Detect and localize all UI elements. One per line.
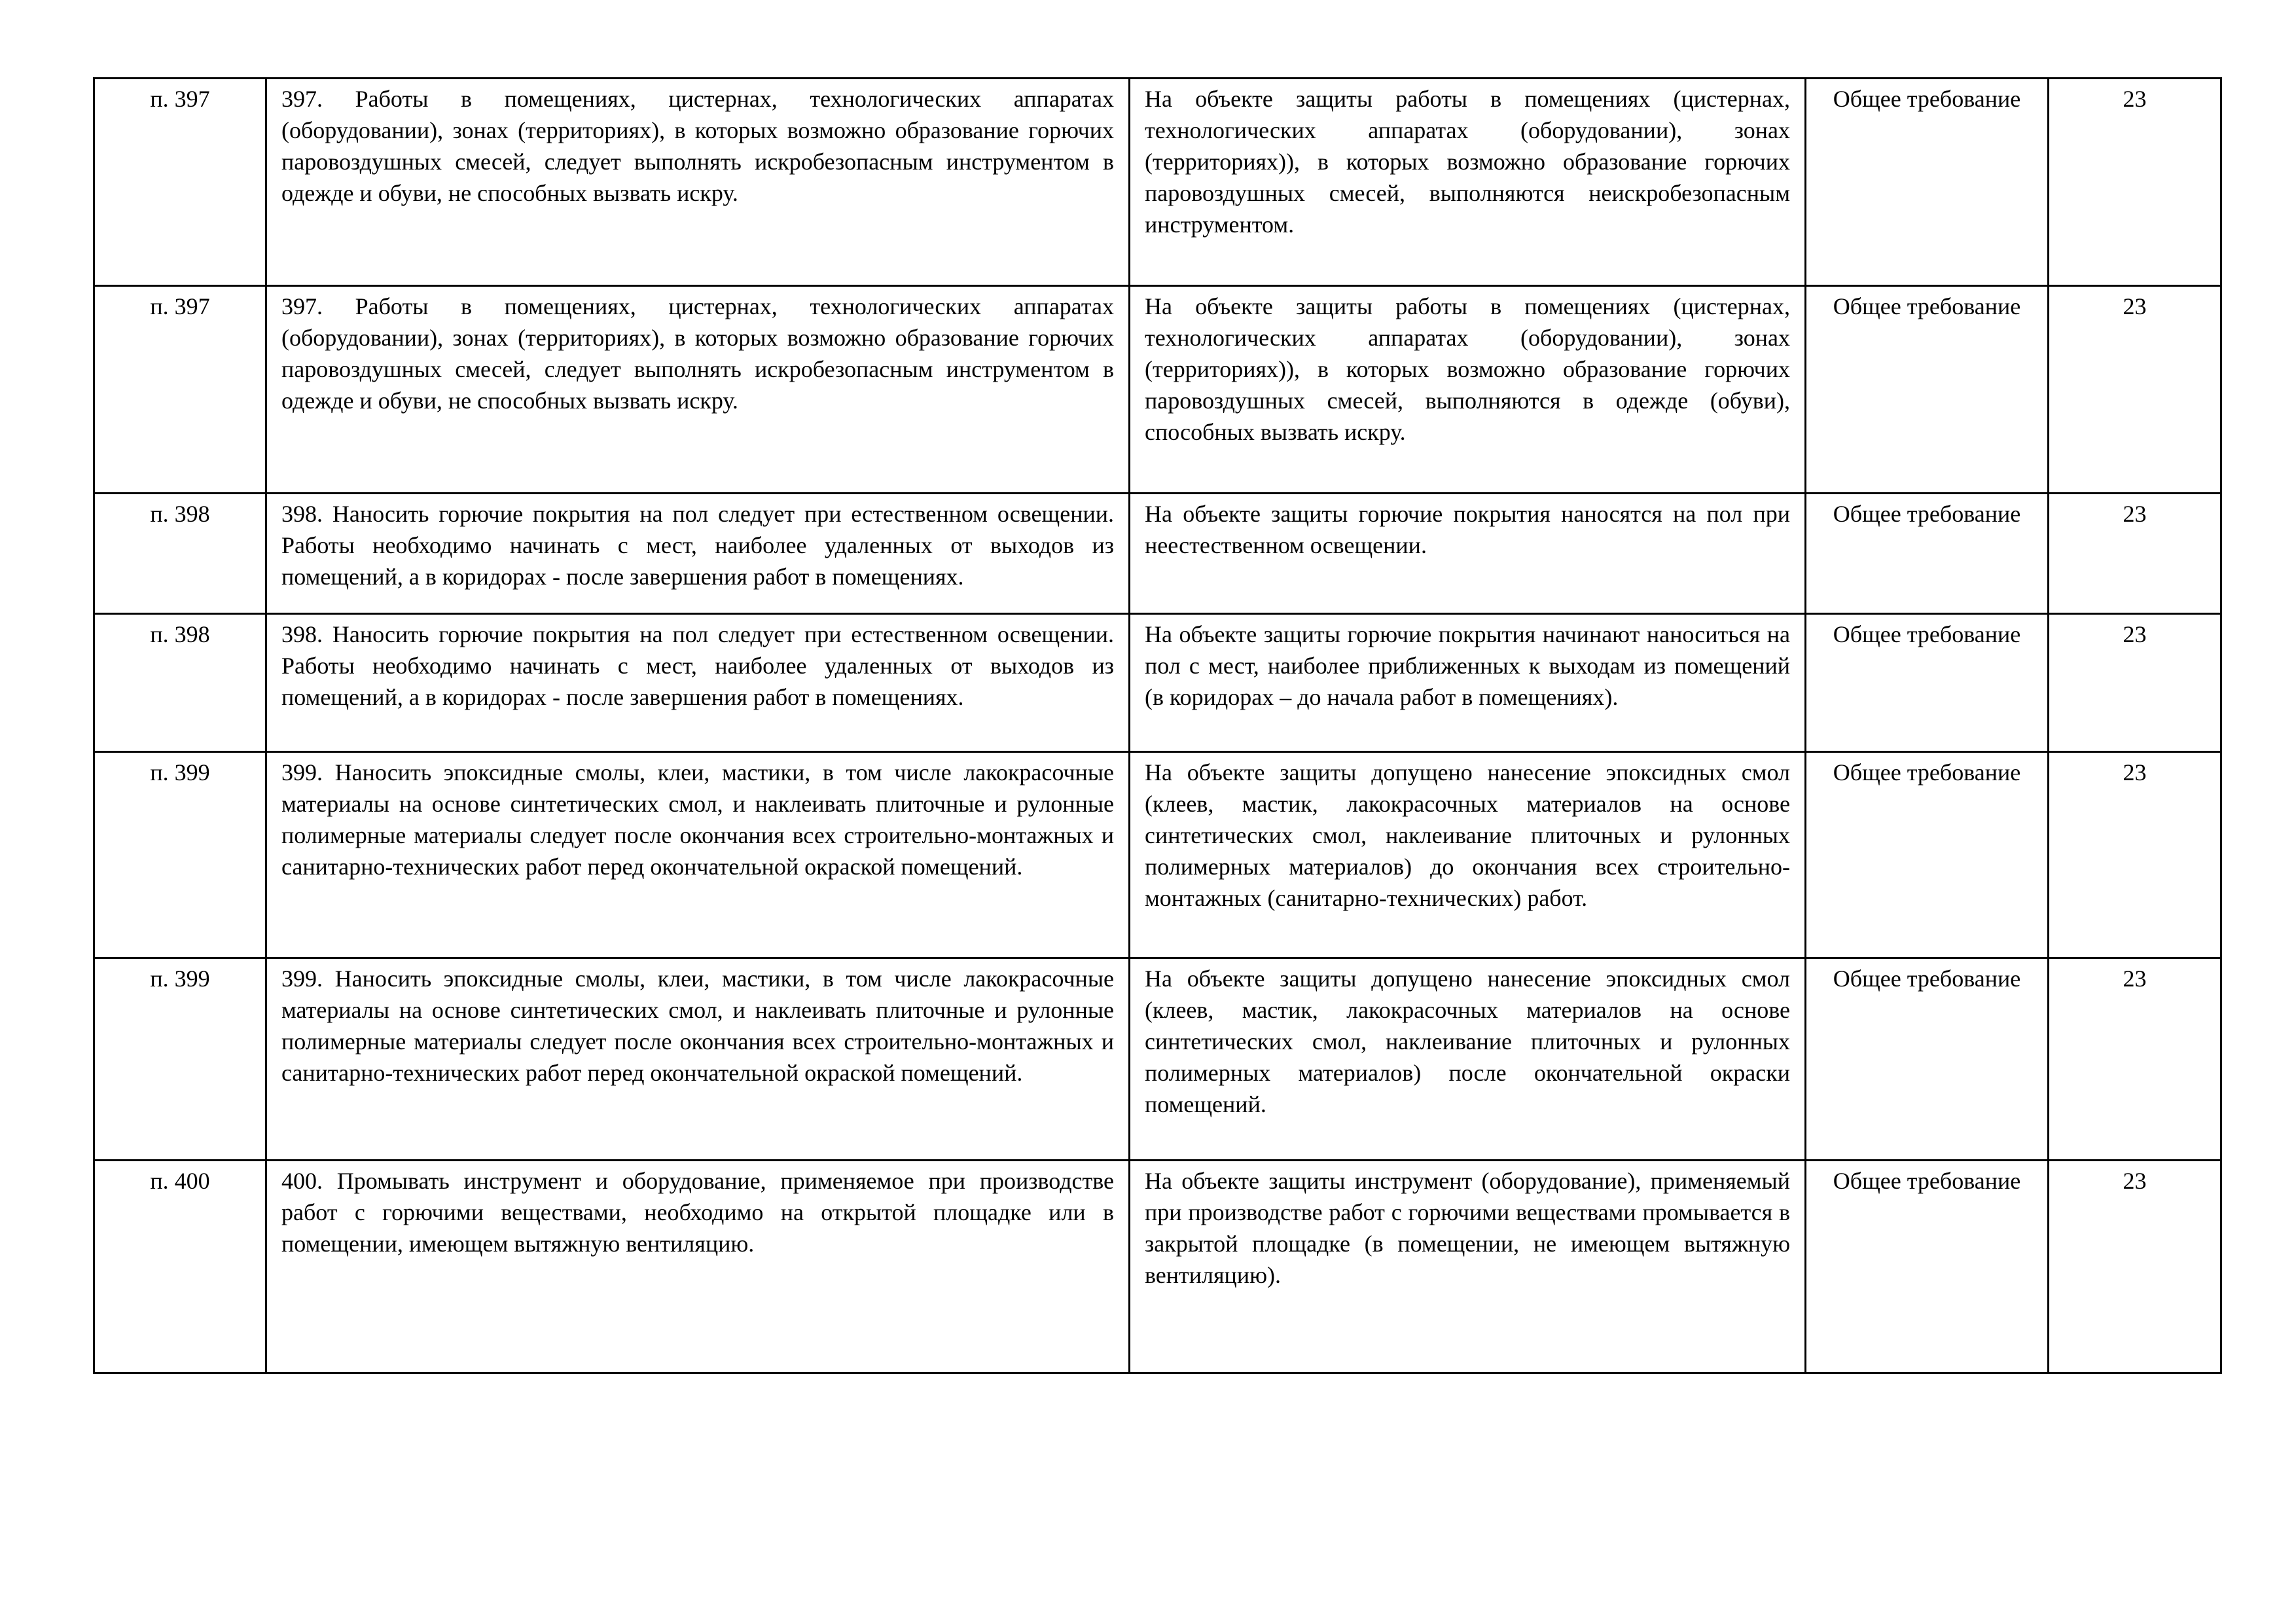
table-row: [94, 286, 2221, 494]
requirement-text-cell: 398. Наносить горючие покрытия на пол следует при естественном освещении. Работы необходимо начинать с мест, наиболее удаленных от выходов из помещений, а в коридорах - после завершения работ в помещениях.: [266, 614, 1130, 752]
requirement-text-cell: 397. Работы в помещениях, цистернах, технологических аппаратах (оборудовании), зонах (территориях), в которых возможно образование горючих паровоздушных смесей, следует выполнять искробезопасным инструментом в одежде и обуви, не способных вызвать искру.: [266, 286, 1130, 494]
violation-text-cell: На объекте защиты допущено нанесение эпоксидных смол (клеев, мастик, лакокрасочных материалов на основе синтетических смол, наклеивание плиточных и рулонных полимерных материалов) после окончательной окраски помещений.: [1130, 958, 1806, 1161]
score-cell: 23: [2049, 1161, 2221, 1373]
clause-ref-cell: п. 397: [94, 79, 266, 286]
clause-ref-cell: п. 400: [94, 1161, 266, 1373]
clause-ref-cell: п. 398: [94, 614, 266, 752]
requirement-text-cell: 399. Наносить эпоксидные смолы, клеи, мастики, в том числе лакокрасочные материалы на основе синтетических смол, и наклеивать плиточные и рулонные полимерные материалы следует после окончания всех строительно-монтажных и санитарно-технических работ перед окончательной окраской помещений.: [266, 752, 1130, 958]
table-row: [94, 79, 2221, 286]
violation-text-cell: На объекте защиты работы в помещениях (цистернах, технологических аппаратах (оборудовании), зонах (территориях)), в которых возможно образование горючих паровоздушных смесей, выполняются неискробезопасным инструментом.: [1130, 79, 1806, 286]
requirement-text-cell: 397. Работы в помещениях, цистернах, технологических аппаратах (оборудовании), зонах (территориях), в которых возможно образование горючих паровоздушных смесей, следует выполнять искробезопасным инструментом в одежде и обуви, не способных вызвать искру.: [266, 79, 1130, 286]
table-row: [94, 1161, 2221, 1373]
requirement-type-cell: Общее требование: [1806, 79, 2049, 286]
requirement-type-cell: Общее требование: [1806, 614, 2049, 752]
clause-ref-cell: п. 399: [94, 958, 266, 1161]
requirement-text-cell: 399. Наносить эпоксидные смолы, клеи, мастики, в том числе лакокрасочные материалы на основе синтетических смол, и наклеивать плиточные и рулонные полимерные материалы следует после окончания всех строительно-монтажных и санитарно-технических работ перед окончательной окраской помещений.: [266, 958, 1130, 1161]
table-row: [94, 614, 2221, 752]
table-row: [94, 494, 2221, 614]
requirement-type-cell: Общее требование: [1806, 494, 2049, 614]
violation-text-cell: На объекте защиты допущено нанесение эпоксидных смол (клеев, мастик, лакокрасочных материалов на основе синтетических смол, наклеивание плиточных и рулонных полимерных материалов) до окончания всех строительно-монтажных (санитарно-технических) работ.: [1130, 752, 1806, 958]
clause-ref-cell: п. 397: [94, 286, 266, 494]
requirement-text-cell: 398. Наносить горючие покрытия на пол следует при естественном освещении. Работы необходимо начинать с мест, наиболее удаленных от выходов из помещений, а в коридорах - после завершения работ в помещениях.: [266, 494, 1130, 614]
requirement-type-cell: Общее требование: [1806, 958, 2049, 1161]
violation-text-cell: На объекте защиты работы в помещениях (цистернах, технологических аппаратах (оборудовании), зонах (территориях)), в которых возможно образование горючих паровоздушных смесей, выполняются в одежде (обуви), способных вызвать искру.: [1130, 286, 1806, 494]
score-cell: 23: [2049, 614, 2221, 752]
requirement-type-cell: Общее требование: [1806, 1161, 2049, 1373]
score-cell: 23: [2049, 494, 2221, 614]
score-cell: 23: [2049, 958, 2221, 1161]
table-row: [94, 752, 2221, 958]
clause-ref-cell: п. 398: [94, 494, 266, 614]
score-cell: 23: [2049, 79, 2221, 286]
violation-text-cell: На объекте защиты горючие покрытия наносятся на пол при неестественном освещении.: [1130, 494, 1806, 614]
score-cell: 23: [2049, 286, 2221, 494]
requirement-type-cell: Общее требование: [1806, 286, 2049, 494]
requirement-type-cell: Общее требование: [1806, 752, 2049, 958]
clause-ref-cell: п. 399: [94, 752, 266, 958]
score-cell: 23: [2049, 752, 2221, 958]
table-row: [94, 958, 2221, 1161]
violation-text-cell: На объекте защиты горючие покрытия начинают наноситься на пол с мест, наиболее приближенных к выходам из помещений (в коридорах – до начала работ в помещениях).: [1130, 614, 1806, 752]
violation-text-cell: На объекте защиты инструмент (оборудование), применяемый при производстве работ с горючими веществами промывается в закрытой площадке (в помещении, не имеющем вытяжную вентиляцию).: [1130, 1161, 1806, 1373]
requirement-text-cell: 400. Промывать инструмент и оборудование, применяемое при производстве работ с горючими веществами, необходимо на открытой площадке или в помещении, имеющем вытяжную вентиляцию.: [266, 1161, 1130, 1373]
requirements-table: [93, 77, 2222, 1374]
